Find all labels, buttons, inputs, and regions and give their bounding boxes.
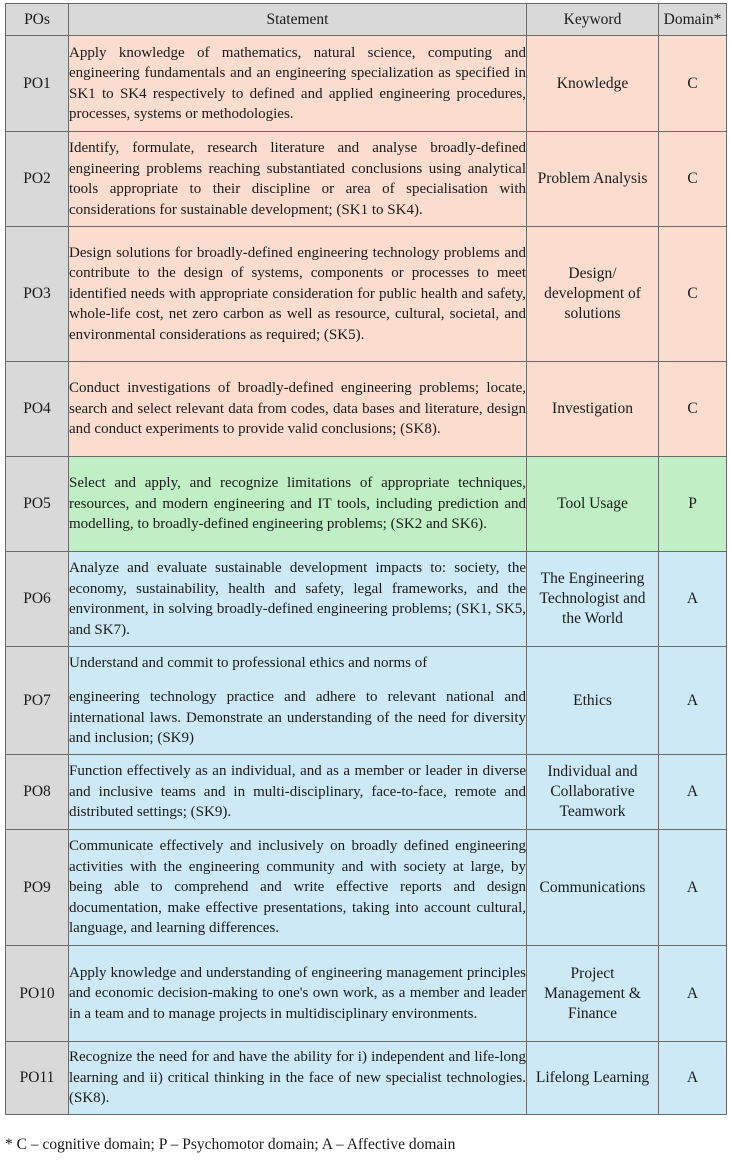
statement-text: Communicate effectively and inclusively on broadly defined engineering activities with the engineering community and with society at large, by being able to comprehend and write effective reports and design documentation, make effective presentations, taking into account cultural, language, and learning differences.	[69, 838, 526, 937]
domain-cell: C	[659, 36, 727, 132]
keyword-cell: Lifelong Learning	[527, 1042, 659, 1115]
domain-cell: A	[659, 946, 727, 1042]
table-row	[6, 36, 727, 132]
statement-text: Function effectively as an individual, and as a member or leader in diverse and inclusive teams and in multi-disciplinary, face-to-face, remote and distributed settings; (SK9).	[69, 763, 526, 821]
statement-text: Select and apply, and recognize limitations of appropriate techniques, resources, and modern engineering and IT tools, including prediction and modelling, to broadly-defined engineering problems; (SK2 and SK6).	[69, 475, 526, 533]
po-code: PO7	[6, 647, 69, 755]
po-code: PO4	[6, 362, 69, 457]
domain-cell: A	[659, 552, 727, 647]
table-row	[6, 1042, 727, 1115]
po-code: PO5	[6, 457, 69, 552]
header-statement: Statement	[69, 4, 527, 36]
keyword-cell: Ethics	[527, 647, 659, 755]
po-code: PO9	[6, 830, 69, 946]
statement-cell	[69, 227, 527, 362]
statement-text: Identify, formulate, research literature and analyse broadly-defined engineering problems reaching substantiated conclusions using analytical tools appropriate to their discipline or area of specialisation with considerations for sustainable development; (SK1 to SK4).	[69, 140, 526, 218]
domain-cell: A	[659, 1042, 727, 1115]
po-code: PO1	[6, 36, 69, 132]
statement-cell	[69, 830, 527, 946]
table-header-row	[6, 4, 727, 36]
statement-cell	[69, 755, 527, 830]
statement-text: Design solutions for broadly-defined engineering technology problems and contribute to the design of systems, components or processes to meet identified needs with appropriate consideration for public health and safety, whole-life cost, net zero carbon as well as resource, cultural, societal, and environmental considerations as required; (SK5).	[69, 244, 526, 343]
domain-cell: C	[659, 362, 727, 457]
table-row	[6, 830, 727, 946]
statement-cell	[69, 132, 527, 227]
keyword-cell: Communications	[527, 830, 659, 946]
po-code: PO2	[6, 132, 69, 227]
statement-text: Conduct investigations of broadly-defined engineering problems; locate, search and select relevant data from codes, data bases and literature, design and conduct experiments to provide valid conclusions; (SK8).	[69, 380, 526, 438]
statement-text: Understand and commit to professional ethics and norms of	[69, 654, 428, 671]
keyword-cell: Problem Analysis	[527, 132, 659, 227]
table-row	[6, 362, 727, 457]
header-domain: Domain*	[659, 4, 727, 36]
po-code: PO8	[6, 755, 69, 830]
po-code: PO6	[6, 552, 69, 647]
statement-text: Apply knowledge of mathematics, natural science, computing and engineering fundamentals and an engineering specialization as specified in SK1 to SK4 respectively to defined and applied engineering procedures, processes, systems or methodologies.	[69, 44, 526, 122]
table-row	[6, 647, 727, 755]
footnote: * C – cognitive domain; P – Psychomotor domain; A – Affective domain	[5, 1136, 456, 1153]
table-row	[6, 132, 727, 227]
domain-cell: C	[659, 227, 727, 362]
statement-cell	[69, 946, 527, 1042]
statement-cell	[69, 36, 527, 132]
domain-cell: P	[659, 457, 727, 552]
table-row	[6, 755, 727, 830]
statement-text: Analyze and evaluate sustainable development impacts to: society, the economy, sustainability, health and safety, legal frameworks, and the environment, in solving broadly-defined engineering problems; (SK1, SK5, and SK7).	[69, 560, 526, 638]
domain-cell: A	[659, 755, 727, 830]
statement-cell	[69, 362, 527, 457]
domain-cell: A	[659, 830, 727, 946]
statement-cell	[69, 1042, 527, 1115]
keyword-cell: The Engineering Technologist and the World	[527, 552, 659, 647]
keyword-cell: Tool Usage	[527, 457, 659, 552]
statement-text: engineering technology practice and adhere to relevant national and international laws. Demonstrate an understanding of the need for diversity and inclusion; (SK9)	[69, 689, 526, 746]
keyword-cell: Project Management & Finance	[527, 946, 659, 1042]
statement-text: Recognize the need for and have the ability for i) independent and life-long learning and ii) critical thinking in the face of new specialist technologies. (SK8).	[69, 1049, 526, 1107]
table-row	[6, 552, 727, 647]
domain-cell: A	[659, 647, 727, 755]
statement-cell	[69, 552, 527, 647]
table-row	[6, 946, 727, 1042]
program-outcomes-table	[5, 3, 727, 1115]
header-keyword: Keyword	[527, 4, 659, 36]
keyword-cell: Individual and Collaborative Teamwork	[527, 755, 659, 830]
statement-text: Apply knowledge and understanding of engineering management principles and economic decision-making to one's own work, as a member and leader in a team and to manage projects in multidisciplinary environments.	[69, 964, 526, 1022]
statement-cell	[69, 457, 527, 552]
header-pos: POs	[6, 4, 69, 36]
table-body	[6, 36, 727, 1115]
po-code: PO11	[6, 1042, 69, 1115]
keyword-cell: Investigation	[527, 362, 659, 457]
keyword-cell: Knowledge	[527, 36, 659, 132]
table-row	[6, 457, 727, 552]
po-code: PO3	[6, 227, 69, 362]
po-code: PO10	[6, 946, 69, 1042]
keyword-cell: Design/ development of solutions	[527, 227, 659, 362]
domain-cell: C	[659, 132, 727, 227]
statement-cell	[69, 647, 527, 755]
table-row	[6, 227, 727, 362]
